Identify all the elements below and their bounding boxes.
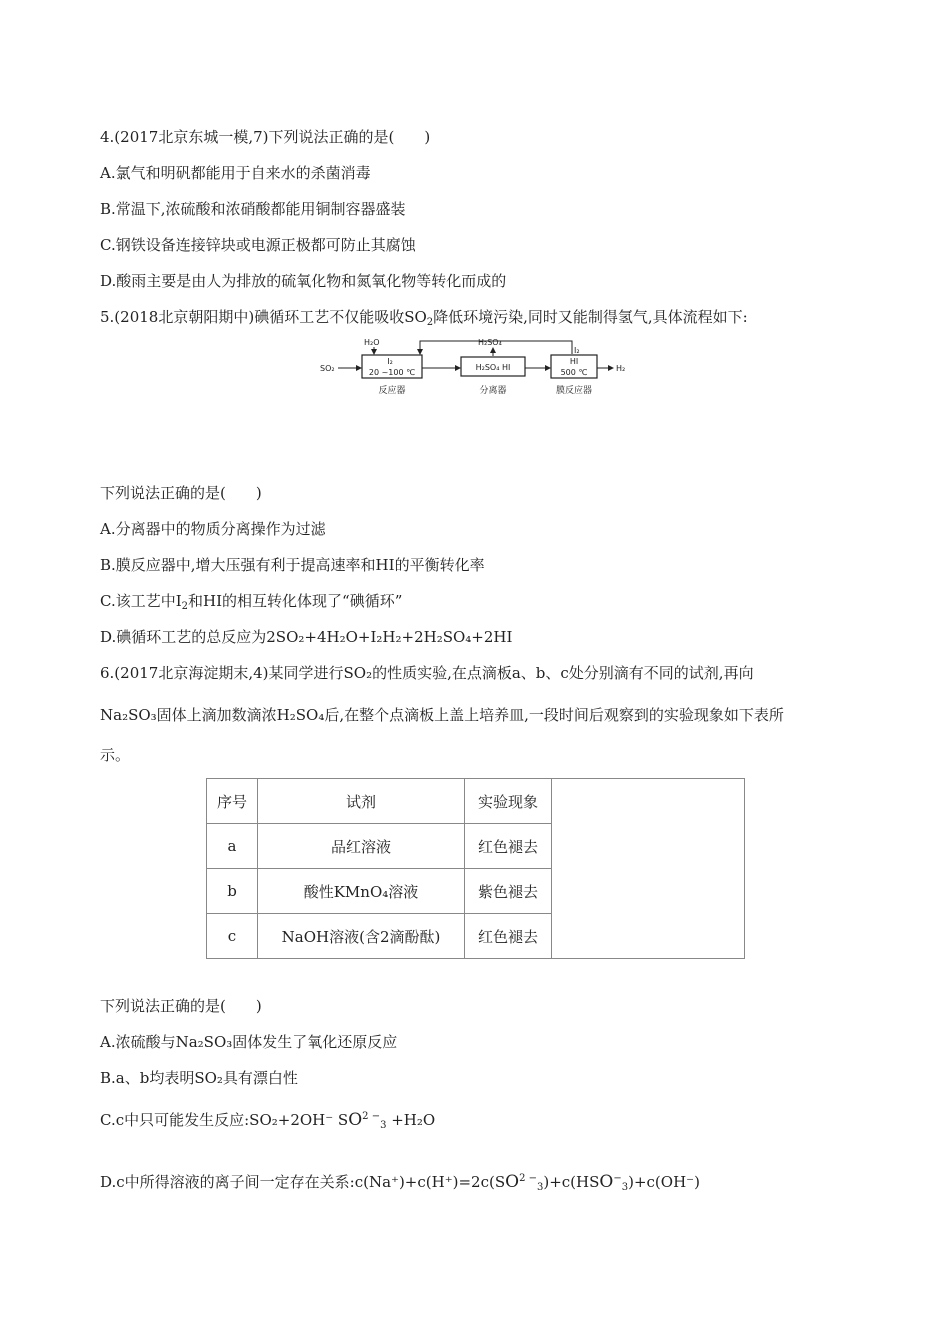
table-row: c NaOH溶液(含2滴酚酞) 红色褪去 bbox=[207, 914, 745, 959]
h2so4-top-label: H₂SO₄ bbox=[478, 338, 502, 347]
membrane-caption: 膜反应器 bbox=[555, 386, 593, 396]
q6-stem-line2: Na₂SO₃固体上滴加数滴浓H₂SO₄后,在整个点滴板上盖上培养皿,一段时间后观察到的实验现象如下表所 bbox=[100, 706, 784, 724]
table-header-row bbox=[207, 779, 745, 824]
q6-stem-line1: 6.(2017北京海淀期末,4)某同学进行SO₂的性质实验,在点滴板a、b、c处分别滴有不同的试剂,再向 bbox=[100, 664, 754, 682]
table-row: b 酸性KMnO₄溶液 紫色褪去 bbox=[207, 869, 745, 914]
so2-label: SO₂ bbox=[320, 364, 335, 373]
membrane-temp: 500 ℃ bbox=[560, 368, 588, 377]
blank-column bbox=[552, 779, 745, 959]
h2-label: H₂ bbox=[616, 364, 626, 373]
separator-content: H₂SO₄ HI bbox=[475, 363, 511, 372]
q6-option-b: B.a、b均表明SO₂具有漂白性 bbox=[100, 1069, 298, 1087]
i2-right-label: I₂ bbox=[574, 346, 580, 355]
sulfite-ion: $O^{2 -}_3$ bbox=[505, 1172, 544, 1193]
q6-option-d: D.c中所得溶液的离子间一定存在关系$:c(Na^+)+c(H^+)=2c(SO^{2 -}_3)+c(HSO^-_3)+c(OH^-)$ bbox=[100, 1172, 700, 1193]
q6-option-c: C.c中只可能发生反应:SO₂+2OH⁻ $SO^{2 -}_3 +H_2O$ bbox=[100, 1110, 436, 1131]
q4-option-a: A.氯气和明矾都能用于自来水的杀菌消毒 bbox=[100, 164, 371, 182]
q4-option-d: D.酸雨主要是由人为排放的硫氧化物和氮氧化物等转化而成的 bbox=[100, 272, 507, 290]
q5-option-d: D.碘循环工艺的总反应为2SO₂+4H₂O+I₂H₂+2H₂SO₄+2HI bbox=[100, 628, 513, 646]
header-index: 序号 bbox=[207, 779, 258, 824]
q6-option-a: A.浓硫酸与Na₂SO₃固体发生了氧化还原反应 bbox=[100, 1033, 398, 1051]
header-phenomenon: 实验现象 bbox=[465, 779, 552, 824]
membrane-hi: HI bbox=[569, 357, 579, 366]
reactor-temp: 20 ~100 ℃ bbox=[368, 368, 416, 377]
table-row: a 品红溶液 红色褪去 bbox=[207, 824, 745, 869]
q5-option-b: B.膜反应器中,增大压强有利于提高速率和HI的平衡转化率 bbox=[100, 556, 485, 574]
q4-stem: 4.(2017北京东城一模,7)下列说法正确的是( ) bbox=[100, 128, 431, 146]
sulfite-ion: $O^{2 -}_3$ bbox=[348, 1110, 387, 1131]
q5-ask: 下列说法正确的是( ) bbox=[100, 484, 262, 502]
q5-stem: 5.(2018北京朝阳期中)碘循环工艺不仅能吸收$SO_2$降低环境污染,同时又能制得氢气,具体流程如下: bbox=[100, 308, 748, 328]
q4-option-c: C.钢铁设备连接锌块或电源正极都可防止其腐蚀 bbox=[100, 236, 416, 254]
header-reagent: 试剂 bbox=[258, 779, 465, 824]
reactor-i2: I₂ bbox=[387, 357, 393, 366]
separator-caption: 分离器 bbox=[479, 386, 507, 396]
reactor-caption: 反应器 bbox=[378, 386, 406, 396]
q4-option-b: B.常温下,浓硫酸和浓硝酸都能用铜制容器盛装 bbox=[100, 200, 406, 218]
iodine-cycle-flowchart bbox=[318, 335, 638, 425]
q5-option-a: A.分离器中的物质分离操作为过滤 bbox=[100, 520, 326, 538]
q6-stem-line3: 示。 bbox=[100, 746, 131, 764]
q6-ask: 下列说法正确的是( ) bbox=[100, 997, 262, 1015]
q5-option-c: C.该工艺中$I_2$和HI的相互转化体现了“碘循环” bbox=[100, 592, 403, 612]
reagent-table bbox=[206, 778, 745, 959]
bisulfite-ion: $O^-_3$ bbox=[599, 1172, 629, 1193]
h2o-label: H₂O bbox=[364, 338, 380, 347]
